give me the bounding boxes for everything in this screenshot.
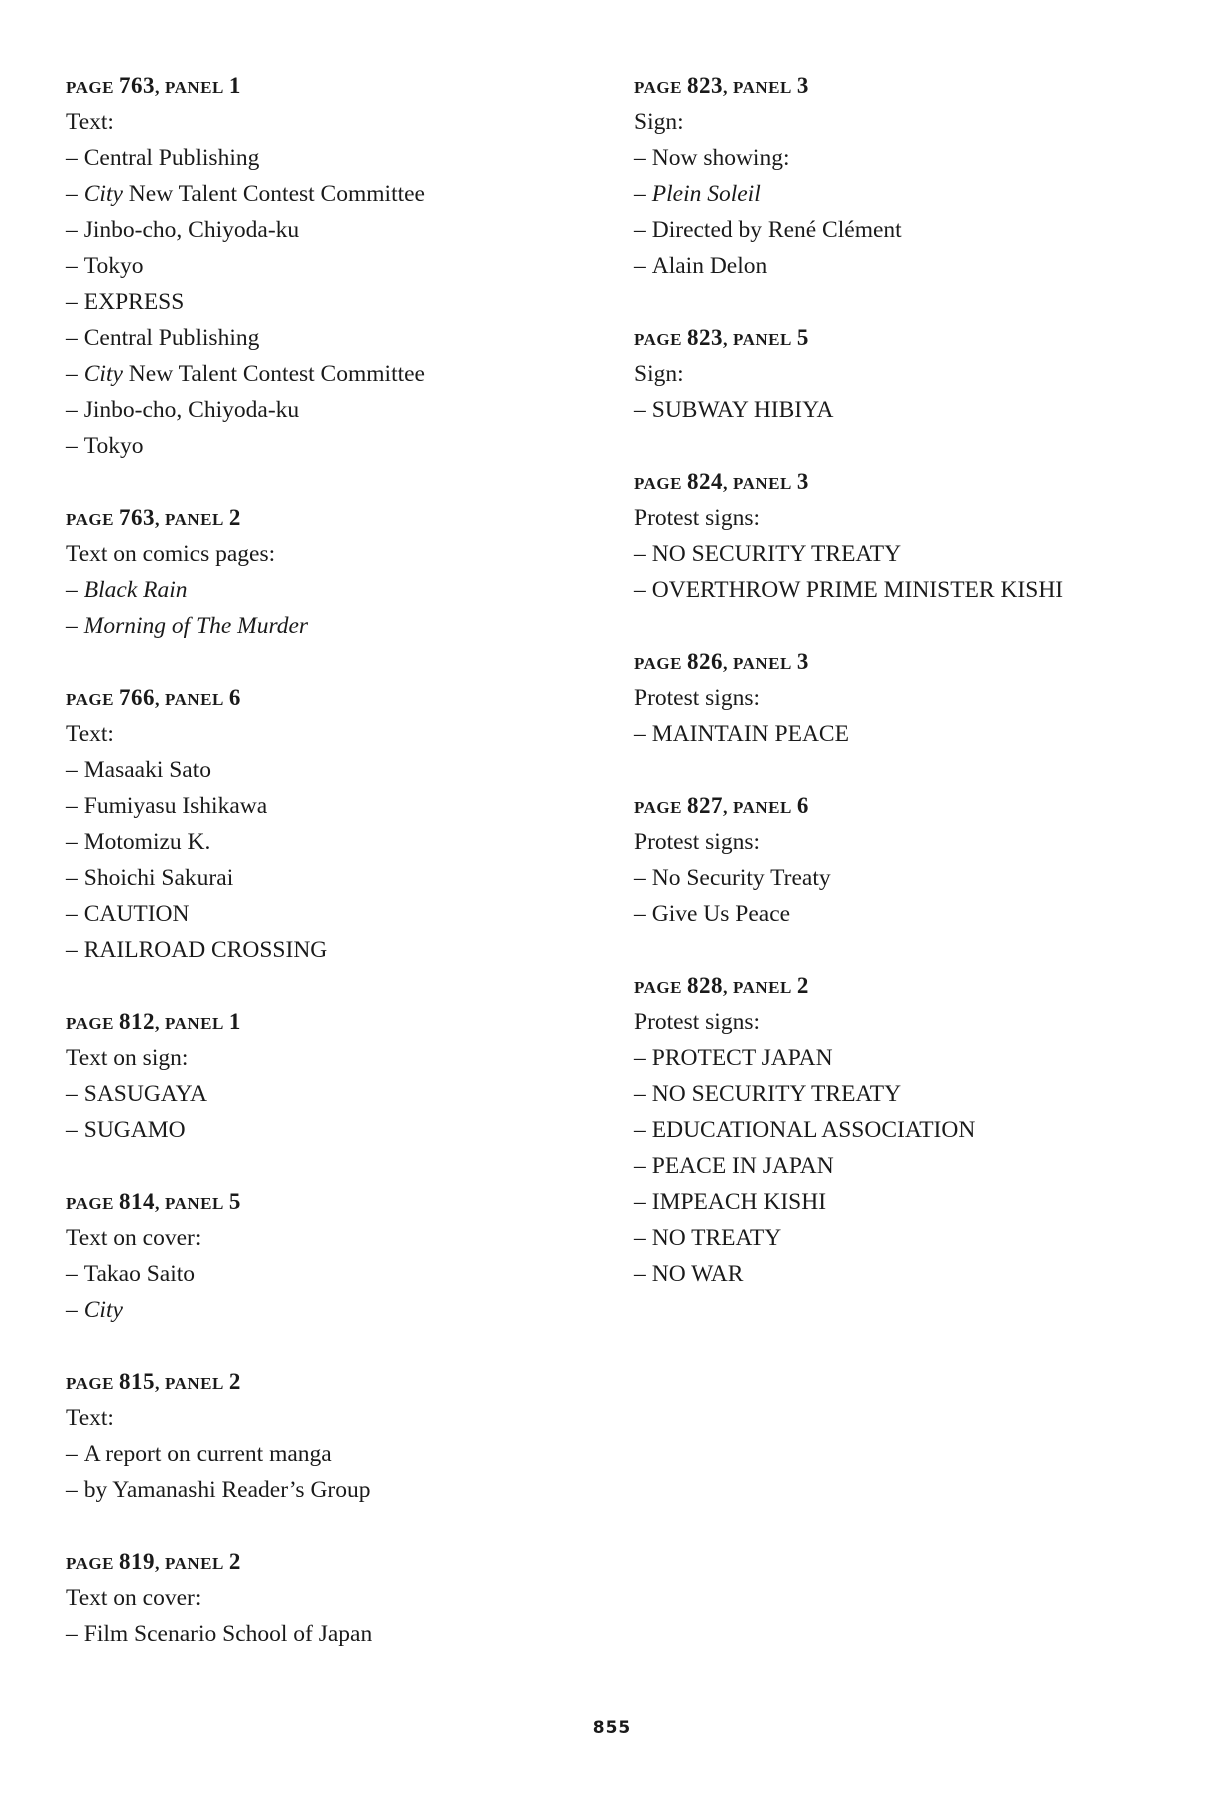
dash: – [634, 181, 646, 207]
dash: – [634, 1117, 646, 1143]
page-word: PAGE [66, 78, 114, 97]
entry-line [66, 608, 586, 644]
entry-heading: PAGE 763, PANEL 2 [66, 505, 241, 530]
entry-line [66, 1436, 586, 1472]
page-word: PAGE [634, 78, 682, 97]
line-text: NO WAR [651, 1261, 744, 1287]
page-word: PAGE [66, 1374, 114, 1393]
dash: – [66, 1441, 78, 1467]
entry-line [634, 716, 1214, 752]
entry-line [634, 536, 1214, 572]
entry [634, 788, 1214, 932]
entry-label: Protest signs: [634, 685, 761, 711]
dash: – [66, 577, 78, 603]
dash: – [634, 541, 646, 567]
page-word: PAGE [634, 798, 682, 817]
page-number-ref: 823 [686, 73, 723, 98]
dash: – [66, 613, 78, 639]
line-text: PROTECT JAPAN [651, 1045, 833, 1071]
dash: – [66, 793, 78, 819]
dash: – [634, 145, 646, 171]
dash: – [634, 721, 646, 747]
line-text: Central Publishing [83, 145, 260, 171]
entry-line [634, 140, 1214, 176]
line-text: Directed by René Clément [651, 217, 902, 243]
line-text: OVERTHROW PRIME MINISTER KISHI [651, 577, 1064, 603]
entry-heading: PAGE 766, PANEL 6 [66, 685, 241, 710]
entry-line [634, 896, 1214, 932]
line-text: New Talent Contest Committee [122, 181, 425, 207]
panel-word: PANEL [732, 654, 792, 673]
line-text: SUBWAY HIBIYA [651, 397, 834, 423]
dash: – [66, 1477, 78, 1503]
dash: – [66, 865, 78, 891]
dash: – [66, 829, 78, 855]
dash: – [66, 217, 78, 243]
panel-word: PANEL [164, 1374, 224, 1393]
dash: – [66, 253, 78, 279]
line-text: Jinbo-cho, Chiyoda-ku [83, 217, 300, 243]
line-text: CAUTION [83, 901, 190, 927]
entry-line [66, 932, 586, 968]
entry [66, 1004, 586, 1148]
dash: – [66, 937, 78, 963]
entry [66, 68, 586, 464]
page-number-ref: 819 [118, 1549, 155, 1574]
line-text: A report on current manga [83, 1441, 332, 1467]
entry-label: Protest signs: [634, 829, 761, 855]
dash: – [634, 397, 646, 423]
page-word: PAGE [66, 1014, 114, 1033]
entry-line [66, 284, 586, 320]
dash: – [634, 253, 646, 279]
dash: – [634, 217, 646, 243]
dash: – [634, 901, 646, 927]
panel-number-ref: 5 [228, 1189, 241, 1214]
page-word: PAGE [634, 654, 682, 673]
entry [66, 1544, 586, 1652]
dash: – [634, 1045, 646, 1071]
entry-heading: PAGE 828, PANEL 2 [634, 973, 809, 998]
entry-heading: PAGE 823, PANEL 5 [634, 325, 809, 350]
entry-line [634, 248, 1214, 284]
panel-word: PANEL [732, 474, 792, 493]
entry-line [634, 1184, 1214, 1220]
line-text: EXPRESS [83, 289, 185, 315]
panel-number-ref: 2 [796, 973, 809, 998]
entry [634, 464, 1214, 608]
line-text: Jinbo-cho, Chiyoda-ku [83, 397, 300, 423]
entry-line [66, 572, 586, 608]
entry-line [66, 1256, 586, 1292]
panel-word: PANEL [164, 78, 224, 97]
entry-label: Text on comics pages: [66, 541, 276, 567]
dash: – [66, 1621, 78, 1647]
dash: – [634, 1189, 646, 1215]
panel-word: PANEL [732, 78, 792, 97]
page-number-ref: 763 [118, 73, 155, 98]
entry-heading: PAGE 814, PANEL 5 [66, 1189, 241, 1214]
entry-line [66, 392, 586, 428]
line-text: NO SECURITY TREATY [651, 541, 902, 567]
entry [66, 680, 586, 968]
panel-number-ref: 6 [796, 793, 809, 818]
panel-number-ref: 2 [228, 505, 241, 530]
entry [66, 1184, 586, 1328]
entry-line [66, 1112, 586, 1148]
entry-line [66, 140, 586, 176]
line-text: PEACE IN JAPAN [651, 1153, 834, 1179]
entry-line [634, 176, 1214, 212]
page-number-ref: 814 [118, 1189, 155, 1214]
dash: – [66, 361, 78, 387]
panel-word: PANEL [164, 690, 224, 709]
panel-word: PANEL [164, 510, 224, 529]
entry-heading: PAGE 763, PANEL 1 [66, 73, 241, 98]
entry-label: Text on cover: [66, 1225, 202, 1251]
entry-heading: PAGE 826, PANEL 3 [634, 649, 809, 674]
entry-heading: PAGE 823, PANEL 3 [634, 73, 809, 98]
entry-line [634, 392, 1214, 428]
page-word: PAGE [66, 1194, 114, 1213]
dash: – [66, 433, 78, 459]
entry-heading: PAGE 827, PANEL 6 [634, 793, 809, 818]
page-number-ref: 766 [118, 685, 155, 710]
line-text: No Security Treaty [651, 865, 831, 891]
left-column [66, 68, 586, 1688]
entry-label: Sign: [634, 361, 684, 387]
italic-text: Plein Soleil [651, 181, 761, 207]
page-number-ref: 824 [686, 469, 723, 494]
panel-number-ref: 6 [228, 685, 241, 710]
line-text: Film Scenario School of Japan [83, 1621, 373, 1647]
italic-text: Morning of The Murder [83, 613, 309, 639]
line-text: RAILROAD CROSSING [83, 937, 328, 963]
dash: – [66, 757, 78, 783]
line-text: Give Us Peace [651, 901, 791, 927]
page-number-ref: 763 [118, 505, 155, 530]
entry-label: Protest signs: [634, 505, 761, 531]
page-number-ref: 823 [686, 325, 723, 350]
panel-word: PANEL [164, 1014, 224, 1033]
entry-line [66, 428, 586, 464]
entry-line [634, 1040, 1214, 1076]
entry-label: Protest signs: [634, 1009, 761, 1035]
entry-line [634, 1148, 1214, 1184]
line-text: by Yamanashi Reader’s Group [83, 1477, 371, 1503]
entry-line [634, 212, 1214, 248]
page-word: PAGE [66, 690, 114, 709]
page-number-ref: 812 [118, 1009, 155, 1034]
line-text: Fumiyasu Ishikawa [83, 793, 268, 819]
italic-text: City [83, 1297, 123, 1323]
entry-line [66, 896, 586, 932]
entry-label: Text: [66, 721, 114, 747]
dash: – [634, 1261, 646, 1287]
entry [634, 320, 1214, 428]
entry [634, 644, 1214, 752]
dash: – [634, 865, 646, 891]
dash: – [66, 325, 78, 351]
panel-word: PANEL [164, 1194, 224, 1213]
entry [66, 500, 586, 644]
panel-number-ref: 1 [228, 73, 241, 98]
dash: – [66, 1117, 78, 1143]
page-word: PAGE [634, 330, 682, 349]
line-text: Now showing: [651, 145, 790, 171]
line-text: Central Publishing [83, 325, 260, 351]
entry-heading: PAGE 815, PANEL 2 [66, 1369, 241, 1394]
dash: – [66, 1081, 78, 1107]
entry-label: Text: [66, 1405, 114, 1431]
entry-heading: PAGE 812, PANEL 1 [66, 1009, 241, 1034]
entry-label: Sign: [634, 109, 684, 135]
dash: – [634, 1153, 646, 1179]
italic-text: City [83, 361, 123, 387]
line-text: SASUGAYA [83, 1081, 207, 1107]
entry-line [66, 788, 586, 824]
italic-text: City [83, 181, 123, 207]
dash: – [66, 1297, 78, 1323]
dash: – [66, 1261, 78, 1287]
page-word: PAGE [634, 474, 682, 493]
panel-number-ref: 5 [796, 325, 809, 350]
panel-number-ref: 3 [796, 73, 809, 98]
entry [634, 968, 1214, 1292]
entry-label: Text: [66, 109, 114, 135]
panel-number-ref: 3 [796, 649, 809, 674]
entry-heading: PAGE 824, PANEL 3 [634, 469, 809, 494]
entry-line [634, 1076, 1214, 1112]
entry-line [66, 1076, 586, 1112]
entry-line [66, 248, 586, 284]
right-column [634, 68, 1214, 1328]
panel-number-ref: 2 [228, 1549, 241, 1574]
dash: – [634, 1225, 646, 1251]
page-number-ref: 828 [686, 973, 723, 998]
entry [634, 68, 1214, 284]
page-number: 855 [592, 1718, 632, 1738]
entry-line [66, 212, 586, 248]
entry-line [66, 824, 586, 860]
page-word: PAGE [634, 978, 682, 997]
entry-line [66, 320, 586, 356]
panel-word: PANEL [732, 798, 792, 817]
entry-line [634, 1220, 1214, 1256]
panel-word: PANEL [164, 1554, 224, 1573]
entry [66, 1364, 586, 1508]
panel-number-ref: 1 [228, 1009, 241, 1034]
entry-line [66, 176, 586, 212]
dash: – [66, 397, 78, 423]
panel-word: PANEL [732, 330, 792, 349]
line-text: Tokyo [83, 433, 144, 459]
entry-line [634, 1112, 1214, 1148]
entry-line [66, 1472, 586, 1508]
page-word: PAGE [66, 510, 114, 529]
entry-line [66, 356, 586, 392]
entry-line [66, 860, 586, 896]
line-text: New Talent Contest Committee [122, 361, 425, 387]
line-text: EDUCATIONAL ASSOCIATION [651, 1117, 976, 1143]
entry-label: Text on cover: [66, 1585, 202, 1611]
entry-line [634, 572, 1214, 608]
dash: – [66, 901, 78, 927]
page-number-ref: 827 [686, 793, 723, 818]
line-text: MAINTAIN PEACE [651, 721, 849, 747]
line-text: Tokyo [83, 253, 144, 279]
italic-text: Black Rain [83, 577, 188, 603]
line-text: SUGAMO [83, 1117, 186, 1143]
dash: – [634, 1081, 646, 1107]
dash: – [66, 289, 78, 315]
line-text: Masaaki Sato [83, 757, 212, 783]
entry-label: Text on sign: [66, 1045, 189, 1071]
entry-line [66, 1616, 586, 1652]
entry-line [634, 1256, 1214, 1292]
line-text: Motomizu K. [83, 829, 211, 855]
page-number-ref: 826 [686, 649, 723, 674]
entry-line [634, 860, 1214, 896]
line-text: Alain Delon [651, 253, 768, 279]
page-word: PAGE [66, 1554, 114, 1573]
line-text: IMPEACH KISHI [651, 1189, 827, 1215]
line-text: Shoichi Sakurai [83, 865, 234, 891]
panel-word: PANEL [732, 978, 792, 997]
dash: – [66, 145, 78, 171]
dash: – [66, 181, 78, 207]
line-text: NO TREATY [651, 1225, 782, 1251]
page-number-ref: 815 [118, 1369, 155, 1394]
line-text: NO SECURITY TREATY [651, 1081, 902, 1107]
line-text: Takao Saito [83, 1261, 196, 1287]
panel-number-ref: 2 [228, 1369, 241, 1394]
entry-heading: PAGE 819, PANEL 2 [66, 1549, 241, 1574]
entry-line [66, 1292, 586, 1328]
panel-number-ref: 3 [796, 469, 809, 494]
dash: – [634, 577, 646, 603]
entry-line [66, 752, 586, 788]
